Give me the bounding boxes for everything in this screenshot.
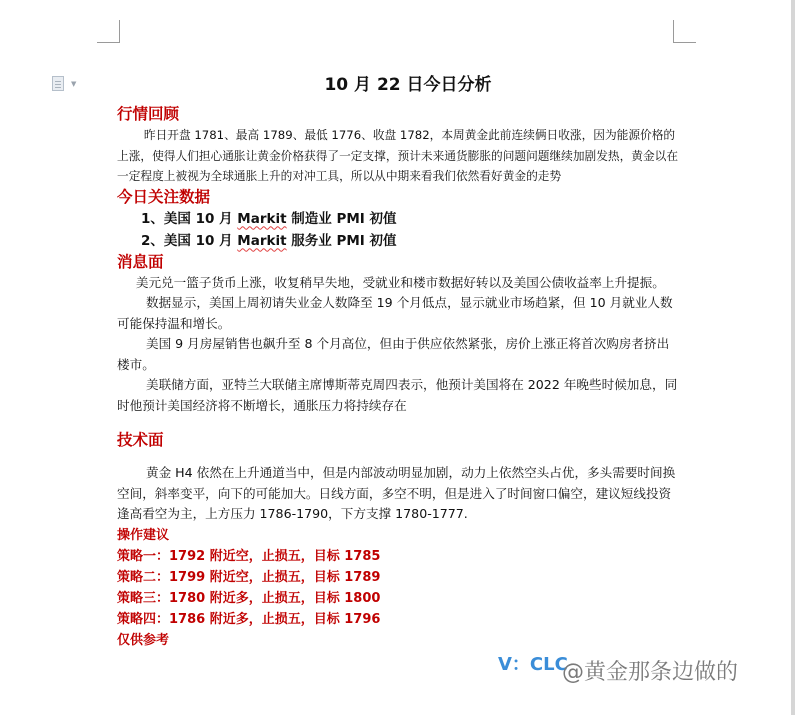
strategy-2: 策略二：1799 附近空，止损五，目标 1789 xyxy=(117,569,381,585)
data-item-1: 1、美国 10 月 Markit 制造业 PMI 初值 xyxy=(141,210,397,227)
section-heading-news: 消息面 xyxy=(117,252,164,271)
document-icon[interactable] xyxy=(52,76,64,91)
watermark-author: @黄金那条边做的 xyxy=(562,660,739,685)
news-paragraph-3: 美国 9 月房屋销售也飙升至 8 个月高位，但由于供应依然紧张，房价上涨正将首次购房者挤出楼市。 xyxy=(117,336,670,372)
document-title: 10 月 22 日今日分析 xyxy=(324,75,492,95)
vertical-scrollbar[interactable] xyxy=(791,0,795,715)
spellcheck-word: Markit xyxy=(237,210,287,227)
section-heading-technical: 技术面 xyxy=(117,431,164,449)
review-paragraph: 昨日开盘 1781、最高 1789、最低 1776、收盘 1782，本周黄金此前连续俩日收涨，因为能源价格的上涨，使得人们担心通胀让黄金价格获得了一定支撑，预计未来通货膨胀的问题问题继续加剧发热，黄金以在一定程度上被视为全球通胀上升的对冲工具，所以从中期来看我们依然看好黄金的走势 xyxy=(117,128,679,183)
chevron-down-icon[interactable]: ▼ xyxy=(71,80,77,88)
data-item-2: 2、美国 10 月 Markit 服务业 PMI 初值 xyxy=(141,232,397,249)
document-page xyxy=(117,72,679,651)
disclaimer: 仅供参考 xyxy=(117,632,170,648)
advice-heading: 操作建议 xyxy=(117,527,170,543)
news-paragraph-4: 美联储方面，亚特兰大联储主席博斯蒂克周四表示，他预计美国将在 2022 年晚些时候加息，同时他预计美国经济将不断增长，通胀压力将持续存在 xyxy=(117,377,678,413)
strategy-1: 策略一：1792 附近空，止损五，目标 1785 xyxy=(117,548,381,564)
section-heading-data: 今日关注数据 xyxy=(117,187,211,206)
news-paragraph-2: 数据显示，美国上周初请失业金人数降至 19 个月低点，显示就业市场趋紧，但 10 月就业人数可能保持温和增长。 xyxy=(117,295,673,331)
crop-mark-top-right-h xyxy=(673,42,696,43)
news-paragraph-1: 美元兑一篮子货币上涨，收复稍早失地，受就业和楼市数据好转以及美国公债收益率上升提振。 xyxy=(135,274,665,290)
crop-mark-top-right-v xyxy=(673,20,674,43)
strategy-3: 策略三：1780 附近多，止损五，目标 1800 xyxy=(117,590,381,606)
crop-mark-top-left-v xyxy=(119,20,120,43)
crop-mark-top-left-h xyxy=(97,42,120,43)
section-heading-review: 行情回顾 xyxy=(117,105,180,123)
watermark-contact: V：CLC xyxy=(498,654,568,675)
strategy-4: 策略四：1786 附近多，止损五，目标 1796 xyxy=(117,611,381,627)
technical-paragraph: 黄金 H4 依然在上升通道当中，但是内部波动明显加剧，动力上依然空头占优，多头需要时间换空间，斜率变平，向下的可能加大。日线方面，多空不明，但是进入了时间窗口偏空，建议短线投资逢高看空为主，上方压力 1786-1790，下方支撑 1780-1777. xyxy=(117,465,676,521)
spellcheck-word: Markit xyxy=(237,232,287,249)
